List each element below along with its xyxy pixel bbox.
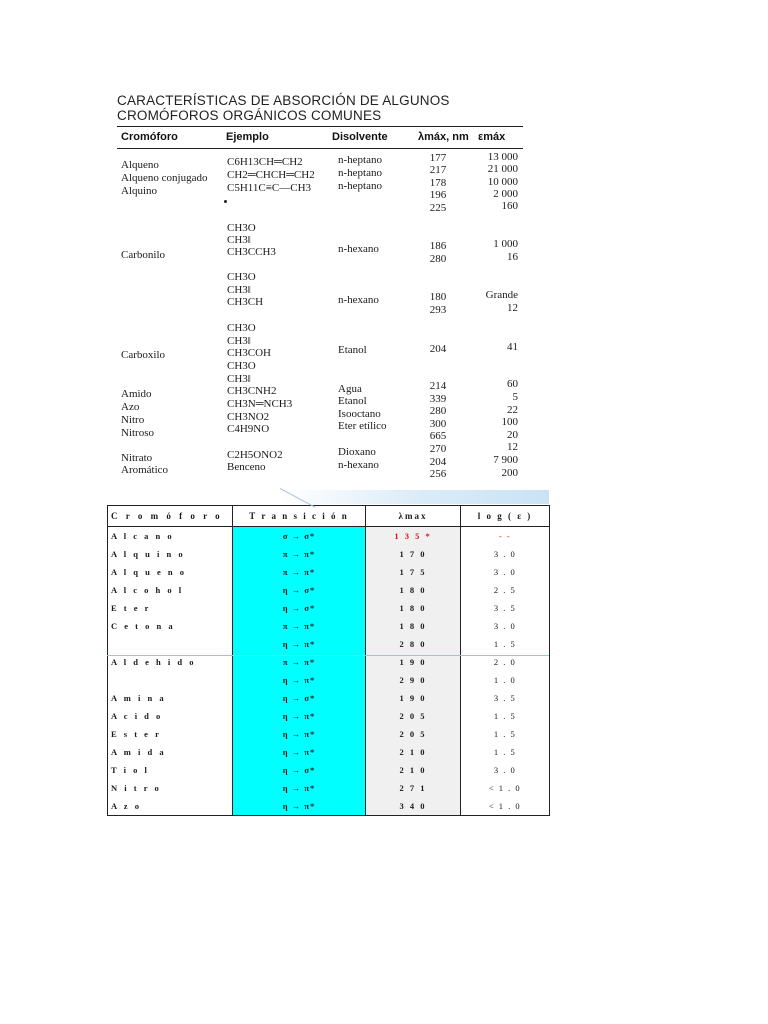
disolvente: n-hexano (338, 459, 379, 471)
ejemplo-formula: C2H5ONO2 (227, 449, 283, 461)
lambda-value: 300 (429, 418, 447, 430)
lambda-cell: 1 8 0 (366, 599, 461, 617)
cromoforo-cell: A m i n a (108, 689, 233, 707)
table-row (108, 545, 550, 563)
scanned-absorption-table (0, 0, 768, 490)
ejemplo-formula: CH3N═NCH3 (227, 398, 293, 410)
disolvente: Dioxano (338, 446, 376, 458)
transicion-cell: π → π* (233, 563, 366, 581)
table-row (108, 743, 550, 761)
log-epsilon-cell: 3 . 5 (461, 689, 550, 707)
lambda-cell: 2 8 0 (366, 635, 461, 653)
log-epsilon-cell: < 1 . 0 (461, 797, 550, 816)
log-epsilon-cell: 1 . 5 (461, 743, 550, 761)
table-row (108, 563, 550, 581)
header-bottom-rule (117, 148, 523, 149)
label-aromatico: Aromático (121, 464, 169, 476)
lambda-value: 186 (429, 240, 447, 252)
log-epsilon-cell: 3 . 0 (461, 563, 550, 581)
transicion-cell: η → σ* (233, 581, 366, 599)
lambda-value: 204 (429, 456, 447, 468)
ejemplo-formula: CH2═CHCH═CH2 (227, 169, 315, 181)
label-carbonilo: Carbonilo (121, 249, 165, 261)
header-ejemplo: Ejemplo (226, 131, 269, 143)
epsilon-value: 13 000 (487, 151, 518, 163)
transicion-cell: η → π* (233, 725, 366, 743)
lambda-value: 177 (429, 152, 447, 164)
col-header-lambda-max: λmax (366, 506, 461, 527)
table-row (108, 761, 550, 779)
epsilon-value: 5 (512, 391, 518, 403)
log-epsilon-cell: 1 . 5 (461, 707, 550, 725)
label-alqueno: Alqueno (121, 159, 159, 171)
transicion-cell: σ → σ* (233, 527, 366, 546)
label-amido: Amido (121, 388, 152, 400)
lambda-value: 339 (429, 393, 447, 405)
table-row (108, 599, 550, 617)
epsilon-value: 10 000 (487, 176, 518, 188)
epsilon-value: 20 (507, 429, 518, 441)
lambda-value: 665 (429, 430, 447, 442)
cromoforo-cell: N i t r o (108, 779, 233, 797)
disolvente: Eter etílico (338, 420, 387, 432)
transitions-table (107, 505, 549, 820)
log-epsilon-cell: 3 . 0 (461, 545, 550, 563)
disolvente: Etanol (338, 344, 367, 356)
log-epsilon-cell: 1 . 5 (461, 635, 550, 653)
transicion-cell: η → σ* (233, 599, 366, 617)
lambda-value: 196 (429, 189, 447, 201)
cromoforo-cell (108, 635, 233, 653)
epsilon-value: 12 (507, 302, 518, 314)
ejemplo-formula: C6H13CH═CH2 (227, 156, 303, 168)
log-epsilon-cell: 3 . 5 (461, 599, 550, 617)
epsilon-value: 2 000 (493, 188, 518, 200)
decorative-band (103, 490, 549, 504)
lambda-cell: 1 8 0 (366, 617, 461, 635)
disolvente: n-heptano (338, 167, 382, 179)
disolvente: n-hexano (338, 243, 379, 255)
lambda-cell: 2 7 1 (366, 779, 461, 797)
cromoforo-cell: A z o (108, 797, 233, 816)
bullet-dot (224, 200, 227, 203)
label-nitroso: Nitroso (121, 427, 154, 439)
log-epsilon-cell: 3 . 0 (461, 761, 550, 779)
ejemplo-formula: CH3O (227, 322, 256, 334)
col-header-log-epsilon: l o g ( ε ) (461, 506, 550, 527)
ejemplo-formula: CH3CNH2 (227, 385, 277, 397)
cromoforo-cell: C e t o n a (108, 617, 233, 635)
lambda-value: 180 (429, 291, 447, 303)
disolvente: Etanol (338, 395, 367, 407)
disolvente: n-hexano (338, 294, 379, 306)
lambda-value: 270 (429, 443, 447, 455)
epsilon-value: 7 900 (493, 454, 518, 466)
table-row (108, 725, 550, 743)
ejemplo-formula: CH3O (227, 360, 256, 372)
lambda-value: 225 (429, 202, 447, 214)
table-title-line-1: CARACTERÍSTICAS DE ABSORCIÓN DE ALGUNOS (117, 93, 450, 108)
label-nitrato: Nitrato (121, 452, 153, 464)
lambda-cell: 2 1 0 (366, 743, 461, 761)
log-epsilon-cell: - - (461, 527, 550, 546)
lambda-cell: 1 8 0 (366, 581, 461, 599)
log-epsilon-cell: 1 . 5 (461, 725, 550, 743)
label-azo: Azo (121, 401, 140, 413)
table-row (108, 527, 550, 546)
epsilon-value: 200 (501, 467, 518, 479)
epsilon-value: 100 (501, 416, 518, 428)
transicion-cell: η → π* (233, 779, 366, 797)
lambda-cell: 1 7 5 (366, 563, 461, 581)
table-row (108, 689, 550, 707)
epsilon-value: 1 000 (493, 238, 518, 250)
ejemplo-formula: CH3‖ (227, 234, 251, 246)
ejemplo-formula: CH3O (227, 222, 256, 234)
transitions-grid (107, 505, 550, 816)
ejemplo-formula: C5H11C≡C—CH3 (227, 182, 312, 194)
lambda-cell: 3 4 0 (366, 797, 461, 816)
epsilon-value: Grande (485, 289, 518, 301)
lambda-value: 280 (429, 405, 447, 417)
ejemplo-formula: CH3‖ (227, 373, 251, 385)
log-epsilon-cell: 1 . 0 (461, 671, 550, 689)
ejemplo-formula: C4H9NO (227, 423, 270, 435)
disolvente: n-heptano (338, 154, 382, 166)
epsilon-value: 41 (507, 341, 518, 353)
transicion-cell: η → σ* (233, 761, 366, 779)
transicion-cell: η → σ* (233, 689, 366, 707)
ejemplo-formula: CH3NO2 (227, 411, 270, 423)
lambda-value: 217 (429, 164, 447, 176)
header-disolvente: Disolvente (332, 131, 388, 143)
ejemplo-formula: CH3O (227, 271, 256, 283)
log-epsilon-cell: 3 . 0 (461, 617, 550, 635)
cromoforo-cell: E s t e r (108, 725, 233, 743)
disolvente: Isooctano (338, 408, 381, 420)
cromoforo-cell: A l q u e n o (108, 563, 233, 581)
transicion-cell: η → π* (233, 671, 366, 689)
lambda-cell: 2 0 5 (366, 707, 461, 725)
transicion-cell: π → π* (233, 545, 366, 563)
log-epsilon-cell: 2 . 5 (461, 581, 550, 599)
header-top-rule (117, 126, 523, 127)
transicion-cell: η → π* (233, 797, 366, 816)
disolvente: Agua (338, 383, 362, 395)
cromoforo-cell: T i o l (108, 761, 233, 779)
log-epsilon-cell: 2 . 0 (461, 653, 550, 671)
lambda-value: 204 (429, 343, 447, 355)
transicion-cell: η → π* (233, 743, 366, 761)
col-header-transicion: T r a n s i c i ó n (233, 506, 366, 527)
cromoforo-cell: A l c o h o l (108, 581, 233, 599)
cromoforo-cell: A l c a n o (108, 527, 233, 546)
lambda-value: 214 (429, 380, 447, 392)
epsilon-value: 21 000 (487, 163, 518, 175)
log-epsilon-cell: < 1 . 0 (461, 779, 550, 797)
lambda-cell: 1 9 0 (366, 653, 461, 671)
ejemplo-formula: CH3CH (227, 296, 264, 308)
transicion-cell: π → π* (233, 617, 366, 635)
table-row (108, 581, 550, 599)
lambda-cell: 1 7 0 (366, 545, 461, 563)
ejemplo-formula: CH3‖ (227, 335, 251, 347)
table-row (108, 617, 550, 635)
ejemplo-formula: CH3CCH3 (227, 246, 276, 258)
header-cromoforo: Cromóforo (121, 131, 178, 143)
cromoforo-cell: E t e r (108, 599, 233, 617)
lambda-value: 178 (429, 177, 447, 189)
lambda-cell: 1 9 0 (366, 689, 461, 707)
label-nitro: Nitro (121, 414, 145, 426)
cromoforo-cell: A l d e h i d o (108, 653, 233, 671)
header-lambda-max: λmáx, nm (418, 131, 469, 143)
epsilon-value: 160 (501, 200, 518, 212)
cromoforo-cell (108, 671, 233, 689)
label-carboxilo: Carboxilo (121, 349, 165, 361)
ejemplo-formula: CH3‖ (227, 284, 251, 296)
table-row (108, 671, 550, 689)
cromoforo-cell: A m i d a (108, 743, 233, 761)
ejemplo-formula: Benceno (227, 461, 266, 473)
table-title-line-2: CROMÓFOROS ORGÁNICOS COMUNES (117, 108, 382, 123)
header-epsilon-max: εmáx (478, 131, 506, 143)
epsilon-value: 22 (507, 404, 518, 416)
cromoforo-cell: A c i d o (108, 707, 233, 725)
label-alqueno-conjugado: Alqueno conjugado (121, 172, 208, 184)
epsilon-value: 12 (507, 441, 518, 453)
cromoforo-cell: A l q u i n o (108, 545, 233, 563)
epsilon-value: 60 (507, 378, 518, 390)
table-row (108, 797, 550, 816)
table-header-row (108, 506, 550, 527)
transicion-cell: η → π* (233, 635, 366, 653)
lambda-value: 256 (429, 468, 447, 480)
label-alquino: Alquino (121, 185, 158, 197)
disolvente: n-heptano (338, 180, 382, 192)
table-row (108, 779, 550, 797)
lambda-value: 280 (429, 253, 447, 265)
table-row (108, 707, 550, 725)
lambda-value: 293 (429, 304, 447, 316)
epsilon-value: 16 (507, 251, 518, 263)
lambda-cell: 2 0 5 (366, 725, 461, 743)
table-row (108, 635, 550, 653)
row-separator-line (107, 655, 549, 656)
col-header-cromoforo: C r o m ó f o r o (108, 506, 233, 527)
lambda-cell: 2 1 0 (366, 761, 461, 779)
transicion-cell: π → π* (233, 653, 366, 671)
lambda-cell: 2 9 0 (366, 671, 461, 689)
transicion-cell: η → π* (233, 707, 366, 725)
lambda-cell: 1 3 5 * (366, 527, 461, 546)
ejemplo-formula: CH3COH (227, 347, 272, 359)
